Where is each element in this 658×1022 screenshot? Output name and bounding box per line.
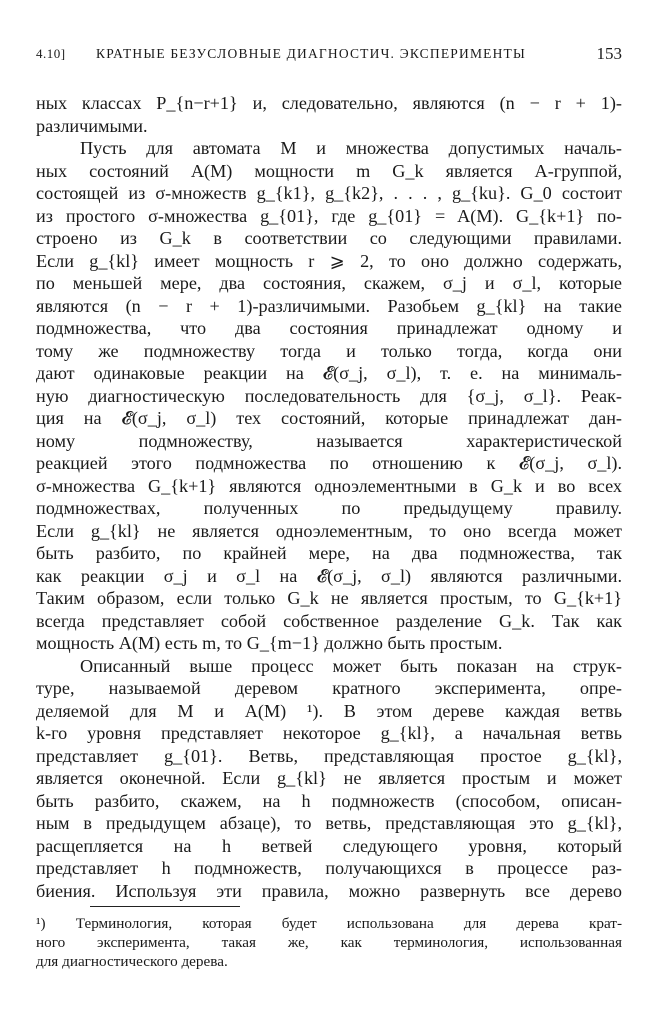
footnote-line: ¹) Терминология, которая будет использована для дерева крат- [36, 915, 622, 932]
text-line: из простого σ-множества g_{01}, где g_{01} = A(M). G_{k+1} по- [36, 205, 622, 226]
text-line: является оконечной. Если g_{kl} не является простым и может [36, 768, 622, 788]
text-line: тому же подмножеству тогда и только тогда, когда они [36, 340, 622, 361]
text-line: представляет h подмножеств, получающихся в процессе раз- [36, 858, 622, 878]
text-line: Если g_{kl} имеет мощность r ⩾ 2, то оно должно содержать, [36, 250, 622, 271]
text-line: туре, называемой деревом кратного эксперимента, опре- [36, 678, 622, 698]
body-text [36, 92, 622, 902]
running-title: КРАТНЫЕ БЕЗУСЛОВНЫЕ ДИАГНОСТИЧ. ЭКСПЕРИМЕНТЫ [96, 46, 526, 61]
text-line: ным в предыдущем абзаце), то ветвь, представляющая это g_{kl}, [36, 813, 622, 833]
footnote-divider [90, 906, 240, 907]
text-line: деляемой для M и A(M) ¹). В этом дереве каждая ветвь [36, 700, 622, 721]
text-line: являются (n − r + 1)-различимыми. Разобьем g_{kl} на такие [36, 295, 622, 316]
text-line: различимыми. [36, 115, 148, 136]
section-number: 4.10] [36, 46, 66, 61]
text-line: мощность A(M) есть m, то G_{m−1} должно быть простым. [36, 633, 503, 653]
text-line: биения. Используя эти правила, можно развернуть все дерево [36, 880, 622, 901]
text-line: расщепляется на h ветвей следующего уровня, который [36, 835, 622, 856]
text-line: представляет g_{01}. Ветвь, представляющая простое g_{kl}, [36, 745, 622, 766]
text-line: Пусть для автомата M и множества допустимых началь- [80, 138, 622, 158]
text-line: ных классах P_{n−r+1} и, следовательно, являются (n − r + 1)- [36, 93, 622, 113]
running-header [36, 44, 622, 66]
text-line: как реакции σ_j и σ_l на 𝓔(σ_j, σ_l) являются различными. [36, 565, 622, 586]
text-line: состоящей из σ-множеств g_{k1}, g_{k2}, . . . , g_{ku}. G_0 состоит [36, 183, 622, 203]
text-line: ция на 𝓔(σ_j, σ_l) тех состояний, которые принадлежат дан- [36, 408, 622, 428]
text-line: σ-множества G_{k+1} являются одноэлементными в G_k и во всех [36, 475, 622, 496]
text-line: реакцией этого подмножества по отношению к 𝓔(σ_j, σ_l). [36, 453, 622, 473]
text-line: всегда представляет собой собственное разделение G_k. Так как [36, 610, 622, 631]
text-line: быть разбито, скажем, на h подмножеств (способом, описан- [36, 790, 622, 811]
text-line: k-го уровня представляет некоторое g_{kl}, а начальная ветвь [36, 723, 622, 743]
text-line: Если g_{kl} не является одноэлементным, то оно всегда может [36, 520, 622, 541]
text-line: ных состояний A(M) мощности m G_k является A-группой, [36, 160, 622, 181]
page-number: 153 [596, 44, 622, 63]
text-line: подмножествах, полученных по предыдущему правилу. [36, 498, 622, 518]
text-line: по меньшей мере, два состояния, скажем, σ_j и σ_l, которые [36, 273, 622, 293]
text-line: строено из G_k в соответствии со следующими правилами. [36, 228, 622, 248]
footnote [36, 914, 622, 971]
text-line: быть разбито, по крайней мере, на два подмножества, так [36, 543, 622, 563]
text-line: Описанный выше процесс может быть показан на струк- [80, 655, 622, 676]
text-line: ную диагностическую последовательность для {σ_j, σ_l}. Реак- [36, 385, 622, 406]
text-line: Таким образом, если только G_k не является простым, то G_{k+1} [36, 588, 622, 608]
text-line: ному подмножеству, называется характеристической [36, 430, 622, 451]
footnote-line: для диагностического дерева. [36, 953, 228, 970]
text-line: дают одинаковые реакции на 𝓔(σ_j, σ_l), т. е. на минималь- [36, 363, 622, 383]
text-line: подмножества, что два состояния принадлежат одному и [36, 318, 622, 338]
footnote-line: ного эксперимента, такая же, как терминология, использованная [36, 934, 622, 951]
